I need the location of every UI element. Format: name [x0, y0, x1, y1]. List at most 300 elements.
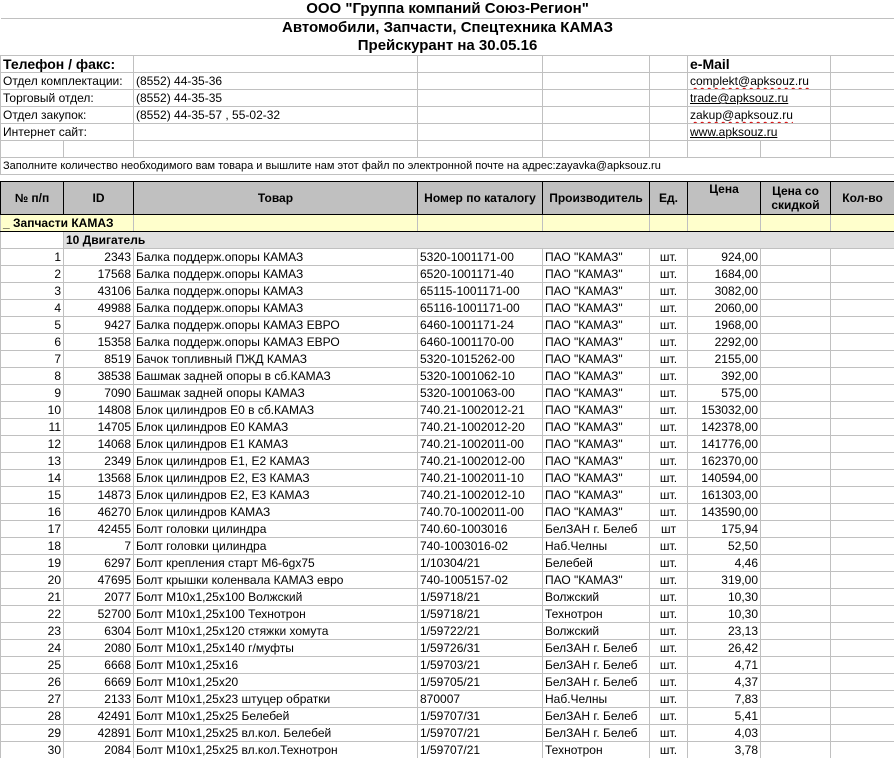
row-price[interactable]: 10,30: [688, 606, 761, 623]
row-maker[interactable]: ПАО "КАМАЗ": [543, 283, 650, 300]
row-num[interactable]: 1: [1, 249, 64, 266]
row-product[interactable]: Болт М10х1,25х100 Технотрон: [134, 606, 418, 623]
row-num[interactable]: 14: [1, 470, 64, 487]
row-price[interactable]: 319,00: [688, 572, 761, 589]
col-discount[interactable]: Цена со скидкой: [761, 182, 831, 215]
row-qty[interactable]: [831, 589, 894, 606]
row-discount[interactable]: [761, 402, 831, 419]
row-id[interactable]: 49988: [64, 300, 134, 317]
row-num[interactable]: 29: [1, 725, 64, 742]
row-maker[interactable]: ПАО "КАМАЗ": [543, 317, 650, 334]
table-row[interactable]: [1, 300, 894, 317]
row-maker[interactable]: ПАО "КАМАЗ": [543, 334, 650, 351]
table-row[interactable]: [1, 657, 894, 674]
row-id[interactable]: 14705: [64, 419, 134, 436]
row-discount[interactable]: [761, 538, 831, 555]
row-qty[interactable]: [831, 300, 894, 317]
row-qty[interactable]: [831, 742, 894, 758]
row-discount[interactable]: [761, 487, 831, 504]
row-unit[interactable]: шт.: [650, 385, 688, 402]
row-discount[interactable]: [761, 521, 831, 538]
row-num[interactable]: 3: [1, 283, 64, 300]
row-qty[interactable]: [831, 334, 894, 351]
row-qty[interactable]: [831, 419, 894, 436]
row-discount[interactable]: [761, 555, 831, 572]
row-id[interactable]: 2133: [64, 691, 134, 708]
table-row[interactable]: [1, 453, 894, 470]
table-row[interactable]: [1, 742, 894, 758]
row-qty[interactable]: [831, 368, 894, 385]
row-catalog[interactable]: 1/59726/31: [418, 640, 543, 657]
row-qty[interactable]: [831, 283, 894, 300]
row-id[interactable]: 42491: [64, 708, 134, 725]
table-row[interactable]: [1, 470, 894, 487]
row-id[interactable]: 6304: [64, 623, 134, 640]
row-product[interactable]: Башмак задней опоры в сб.КАМАЗ: [134, 368, 418, 385]
row-qty[interactable]: [831, 555, 894, 572]
row-num[interactable]: 22: [1, 606, 64, 623]
row-discount[interactable]: [761, 674, 831, 691]
row-unit[interactable]: шт.: [650, 742, 688, 758]
row-unit[interactable]: шт.: [650, 249, 688, 266]
row-id[interactable]: 46270: [64, 504, 134, 521]
row-maker[interactable]: Волжский: [543, 623, 650, 640]
row-product[interactable]: Болт М10х1,25х25 Белебей: [134, 708, 418, 725]
row-product[interactable]: Блок цилиндров КАМАЗ: [134, 504, 418, 521]
row-maker[interactable]: ПАО "КАМАЗ": [543, 266, 650, 283]
row-price[interactable]: 924,00: [688, 249, 761, 266]
row-id[interactable]: 8519: [64, 351, 134, 368]
row-catalog[interactable]: 740.21-1002011-00: [418, 436, 543, 453]
row-price[interactable]: 26,42: [688, 640, 761, 657]
row-unit[interactable]: шт.: [650, 572, 688, 589]
row-maker[interactable]: Технотрон: [543, 606, 650, 623]
row-product[interactable]: Болт М10х1,25х100 Волжский: [134, 589, 418, 606]
row-maker[interactable]: Наб.Челны: [543, 538, 650, 555]
row-product[interactable]: Балка поддерж.опоры КАМАЗ: [134, 266, 418, 283]
row-id[interactable]: 38538: [64, 368, 134, 385]
row-catalog[interactable]: 740.70-1002011-00: [418, 504, 543, 521]
row-qty[interactable]: [831, 351, 894, 368]
row-maker[interactable]: БелЗАН г. Белеб: [543, 640, 650, 657]
row-discount[interactable]: [761, 368, 831, 385]
row-catalog[interactable]: 740.21-1002012-20: [418, 419, 543, 436]
row-unit[interactable]: шт.: [650, 402, 688, 419]
row-num[interactable]: 18: [1, 538, 64, 555]
row-qty[interactable]: [831, 606, 894, 623]
row-unit[interactable]: шт.: [650, 453, 688, 470]
row-product[interactable]: Блок цилиндров Е1 КАМАЗ: [134, 436, 418, 453]
row-qty[interactable]: [831, 504, 894, 521]
row-id[interactable]: 6668: [64, 657, 134, 674]
row-discount[interactable]: [761, 385, 831, 402]
row-price[interactable]: 392,00: [688, 368, 761, 385]
row-price[interactable]: 4,71: [688, 657, 761, 674]
table-row[interactable]: [1, 589, 894, 606]
row-id[interactable]: 14873: [64, 487, 134, 504]
row-catalog[interactable]: 740.21-1002012-21: [418, 402, 543, 419]
row-maker[interactable]: ПАО "КАМАЗ": [543, 453, 650, 470]
row-discount[interactable]: [761, 249, 831, 266]
table-row[interactable]: [1, 521, 894, 538]
row-num[interactable]: 19: [1, 555, 64, 572]
row-product[interactable]: Блок цилиндров Е0 в сб.КАМАЗ: [134, 402, 418, 419]
row-id[interactable]: 15358: [64, 334, 134, 351]
row-price[interactable]: 2155,00: [688, 351, 761, 368]
row-discount[interactable]: [761, 691, 831, 708]
row-unit[interactable]: шт.: [650, 300, 688, 317]
row-catalog[interactable]: 5320-1001062-10: [418, 368, 543, 385]
row-unit[interactable]: шт.: [650, 351, 688, 368]
row-discount[interactable]: [761, 334, 831, 351]
row-unit[interactable]: шт.: [650, 317, 688, 334]
row-discount[interactable]: [761, 504, 831, 521]
row-catalog[interactable]: 6460-1001170-00: [418, 334, 543, 351]
row-qty[interactable]: [831, 657, 894, 674]
row-price[interactable]: 5,41: [688, 708, 761, 725]
row-discount[interactable]: [761, 300, 831, 317]
row-num[interactable]: 4: [1, 300, 64, 317]
row-product[interactable]: Болт головки цилиндра: [134, 538, 418, 555]
table-row[interactable]: [1, 334, 894, 351]
row-maker[interactable]: ПАО "КАМАЗ": [543, 351, 650, 368]
row-discount[interactable]: [761, 283, 831, 300]
row-unit[interactable]: шт.: [650, 555, 688, 572]
row-num[interactable]: 7: [1, 351, 64, 368]
row-catalog[interactable]: 1/59705/21: [418, 674, 543, 691]
row-maker[interactable]: ПАО "КАМАЗ": [543, 572, 650, 589]
row-catalog[interactable]: 740.21-1002012-00: [418, 453, 543, 470]
row-discount[interactable]: [761, 470, 831, 487]
row-qty[interactable]: [831, 708, 894, 725]
row-qty[interactable]: [831, 623, 894, 640]
table-row[interactable]: [1, 674, 894, 691]
row-price[interactable]: 52,50: [688, 538, 761, 555]
row-product[interactable]: Блок цилиндров Е1, Е2 КАМАЗ: [134, 453, 418, 470]
row-num[interactable]: 11: [1, 419, 64, 436]
row-num[interactable]: 25: [1, 657, 64, 674]
row-unit[interactable]: шт.: [650, 708, 688, 725]
row-qty[interactable]: [831, 436, 894, 453]
table-row[interactable]: [1, 555, 894, 572]
table-row[interactable]: [1, 538, 894, 555]
col-product[interactable]: Товар: [134, 182, 418, 215]
row-product[interactable]: Балка поддерж.опоры КАМАЗ: [134, 300, 418, 317]
row-price[interactable]: 141776,00: [688, 436, 761, 453]
row-qty[interactable]: [831, 691, 894, 708]
row-price[interactable]: 4,46: [688, 555, 761, 572]
row-discount[interactable]: [761, 623, 831, 640]
row-maker[interactable]: БелЗАН г. Белеб: [543, 521, 650, 538]
row-price[interactable]: 143590,00: [688, 504, 761, 521]
row-id[interactable]: 17568: [64, 266, 134, 283]
row-maker[interactable]: Волжский: [543, 589, 650, 606]
row-catalog[interactable]: 740-1003016-02: [418, 538, 543, 555]
row-unit[interactable]: шт.: [650, 538, 688, 555]
row-id[interactable]: 2349: [64, 453, 134, 470]
row-discount[interactable]: [761, 589, 831, 606]
row-qty[interactable]: [831, 572, 894, 589]
row-num[interactable]: 10: [1, 402, 64, 419]
row-maker[interactable]: Технотрон: [543, 742, 650, 758]
col-maker[interactable]: Производитель: [543, 182, 650, 215]
row-qty[interactable]: [831, 487, 894, 504]
table-row[interactable]: [1, 351, 894, 368]
table-row[interactable]: [1, 708, 894, 725]
table-row[interactable]: [1, 402, 894, 419]
row-price[interactable]: 4,03: [688, 725, 761, 742]
table-row[interactable]: [1, 725, 894, 742]
row-num[interactable]: 5: [1, 317, 64, 334]
row-maker[interactable]: Наб.Челны: [543, 691, 650, 708]
row-catalog[interactable]: 1/59707/31: [418, 708, 543, 725]
table-row[interactable]: [1, 606, 894, 623]
row-catalog[interactable]: 5320-1001171-00: [418, 249, 543, 266]
row-id[interactable]: 2343: [64, 249, 134, 266]
row-price[interactable]: 3082,00: [688, 283, 761, 300]
row-price[interactable]: 140594,00: [688, 470, 761, 487]
table-row[interactable]: [1, 249, 894, 266]
row-product[interactable]: Болт М10х1,25х120 стяжки хомута: [134, 623, 418, 640]
website-link[interactable]: www.apksouz.ru: [688, 124, 831, 141]
row-product[interactable]: Балка поддерж.опоры КАМАЗ ЕВРО: [134, 317, 418, 334]
row-unit[interactable]: шт: [650, 521, 688, 538]
row-qty[interactable]: [831, 385, 894, 402]
row-maker[interactable]: ПАО "КАМАЗ": [543, 504, 650, 521]
row-catalog[interactable]: 1/59703/21: [418, 657, 543, 674]
table-row[interactable]: [1, 640, 894, 657]
row-product[interactable]: Болт М10х1,25х16: [134, 657, 418, 674]
row-discount[interactable]: [761, 453, 831, 470]
row-unit[interactable]: шт.: [650, 419, 688, 436]
row-id[interactable]: 43106: [64, 283, 134, 300]
row-catalog[interactable]: 1/59718/21: [418, 606, 543, 623]
row-catalog[interactable]: 65115-1001171-00: [418, 283, 543, 300]
row-qty[interactable]: [831, 249, 894, 266]
row-maker[interactable]: ПАО "КАМАЗ": [543, 419, 650, 436]
row-price[interactable]: 2292,00: [688, 334, 761, 351]
row-unit[interactable]: шт.: [650, 283, 688, 300]
table-row[interactable]: [1, 283, 894, 300]
row-qty[interactable]: [831, 725, 894, 742]
contact-email[interactable]: trade@apksouz.ru: [688, 90, 831, 107]
row-unit[interactable]: шт.: [650, 657, 688, 674]
row-num[interactable]: 12: [1, 436, 64, 453]
row-price[interactable]: 153032,00: [688, 402, 761, 419]
row-catalog[interactable]: 1/59722/21: [418, 623, 543, 640]
row-num[interactable]: 30: [1, 742, 64, 758]
row-num[interactable]: 28: [1, 708, 64, 725]
row-num[interactable]: 23: [1, 623, 64, 640]
row-num[interactable]: 8: [1, 368, 64, 385]
row-maker[interactable]: БелЗАН г. Белеб: [543, 657, 650, 674]
row-maker[interactable]: ПАО "КАМАЗ": [543, 402, 650, 419]
row-catalog[interactable]: 1/59718/21: [418, 589, 543, 606]
row-catalog[interactable]: 6520-1001171-40: [418, 266, 543, 283]
contact-email[interactable]: zakup@apksouz.ru: [688, 107, 831, 124]
row-qty[interactable]: [831, 674, 894, 691]
col-price[interactable]: Цена: [688, 182, 761, 215]
row-product[interactable]: Болт М10х1,25х25 вл.кол.Технотрон: [134, 742, 418, 758]
row-catalog[interactable]: 1/10304/21: [418, 555, 543, 572]
row-maker[interactable]: БелЗАН г. Белеб: [543, 725, 650, 742]
row-catalog[interactable]: 5320-1015262-00: [418, 351, 543, 368]
row-discount[interactable]: [761, 742, 831, 758]
row-price[interactable]: 1968,00: [688, 317, 761, 334]
row-id[interactable]: 14808: [64, 402, 134, 419]
row-qty[interactable]: [831, 402, 894, 419]
row-id[interactable]: 14068: [64, 436, 134, 453]
col-id[interactable]: ID: [64, 182, 134, 215]
row-product[interactable]: Блок цилиндров Е2, Е3 КАМАЗ: [134, 470, 418, 487]
col-unit[interactable]: Ед.: [650, 182, 688, 215]
row-num[interactable]: 6: [1, 334, 64, 351]
row-product[interactable]: Болт М10х1,25х25 вл.кол. Белебей: [134, 725, 418, 742]
row-catalog[interactable]: 1/59707/21: [418, 725, 543, 742]
row-maker[interactable]: ПАО "КАМАЗ": [543, 368, 650, 385]
row-num[interactable]: 15: [1, 487, 64, 504]
row-price[interactable]: 7,83: [688, 691, 761, 708]
row-discount[interactable]: [761, 640, 831, 657]
row-id[interactable]: 2080: [64, 640, 134, 657]
row-unit[interactable]: шт.: [650, 470, 688, 487]
row-price[interactable]: 1684,00: [688, 266, 761, 283]
row-discount[interactable]: [761, 266, 831, 283]
row-catalog[interactable]: 65116-1001171-00: [418, 300, 543, 317]
row-price[interactable]: 575,00: [688, 385, 761, 402]
row-num[interactable]: 2: [1, 266, 64, 283]
row-maker[interactable]: ПАО "КАМАЗ": [543, 470, 650, 487]
row-discount[interactable]: [761, 657, 831, 674]
table-row[interactable]: [1, 572, 894, 589]
row-unit[interactable]: шт.: [650, 266, 688, 283]
table-row[interactable]: [1, 419, 894, 436]
row-qty[interactable]: [831, 538, 894, 555]
row-unit[interactable]: шт.: [650, 640, 688, 657]
row-num[interactable]: 20: [1, 572, 64, 589]
row-id[interactable]: 7090: [64, 385, 134, 402]
row-id[interactable]: 42891: [64, 725, 134, 742]
row-maker[interactable]: Белебей: [543, 555, 650, 572]
row-id[interactable]: 6297: [64, 555, 134, 572]
table-row[interactable]: [1, 385, 894, 402]
row-price[interactable]: 142378,00: [688, 419, 761, 436]
row-num[interactable]: 13: [1, 453, 64, 470]
row-num[interactable]: 27: [1, 691, 64, 708]
table-row[interactable]: [1, 368, 894, 385]
row-product[interactable]: Болт крепления старт М6-6gх75: [134, 555, 418, 572]
row-price[interactable]: 162370,00: [688, 453, 761, 470]
col-qty[interactable]: Кол-во: [831, 182, 894, 215]
table-row[interactable]: [1, 436, 894, 453]
contact-email[interactable]: complekt@apksouz.ru: [688, 73, 831, 90]
col-num[interactable]: № п/п: [1, 182, 64, 215]
row-discount[interactable]: [761, 725, 831, 742]
row-price[interactable]: 2060,00: [688, 300, 761, 317]
row-qty[interactable]: [831, 266, 894, 283]
row-num[interactable]: 16: [1, 504, 64, 521]
row-price[interactable]: 3,78: [688, 742, 761, 758]
row-catalog[interactable]: 5320-1001063-00: [418, 385, 543, 402]
row-catalog[interactable]: 1/59707/21: [418, 742, 543, 758]
row-unit[interactable]: шт.: [650, 436, 688, 453]
row-price[interactable]: 4,37: [688, 674, 761, 691]
row-qty[interactable]: [831, 470, 894, 487]
row-maker[interactable]: ПАО "КАМАЗ": [543, 300, 650, 317]
row-catalog[interactable]: 740.60-1003016: [418, 521, 543, 538]
row-qty[interactable]: [831, 521, 894, 538]
row-product[interactable]: Балка поддерж.опоры КАМАЗ: [134, 283, 418, 300]
row-qty[interactable]: [831, 640, 894, 657]
row-qty[interactable]: [831, 453, 894, 470]
row-discount[interactable]: [761, 572, 831, 589]
row-id[interactable]: 2084: [64, 742, 134, 758]
row-id[interactable]: 7: [64, 538, 134, 555]
row-catalog[interactable]: 740.21-1002012-10: [418, 487, 543, 504]
row-id[interactable]: 2077: [64, 589, 134, 606]
row-unit[interactable]: шт.: [650, 674, 688, 691]
col-catalog[interactable]: Номер по каталогу: [418, 182, 543, 215]
row-maker[interactable]: ПАО "КАМАЗ": [543, 487, 650, 504]
row-discount[interactable]: [761, 317, 831, 334]
row-unit[interactable]: шт.: [650, 725, 688, 742]
row-catalog[interactable]: 740-1005157-02: [418, 572, 543, 589]
row-num[interactable]: 17: [1, 521, 64, 538]
row-id[interactable]: 13568: [64, 470, 134, 487]
table-row[interactable]: [1, 691, 894, 708]
row-product[interactable]: Болт крышки коленвала КАМАЗ евро: [134, 572, 418, 589]
row-num[interactable]: 26: [1, 674, 64, 691]
row-product[interactable]: Болт М10х1,25х20: [134, 674, 418, 691]
row-discount[interactable]: [761, 351, 831, 368]
row-product[interactable]: Бачок топливный ПЖД КАМАЗ: [134, 351, 418, 368]
row-discount[interactable]: [761, 708, 831, 725]
row-num[interactable]: 9: [1, 385, 64, 402]
row-unit[interactable]: шт.: [650, 334, 688, 351]
row-id[interactable]: 47695: [64, 572, 134, 589]
row-product[interactable]: Блок цилиндров Е0 КАМАЗ: [134, 419, 418, 436]
row-maker[interactable]: ПАО "КАМАЗ": [543, 385, 650, 402]
row-unit[interactable]: шт.: [650, 606, 688, 623]
row-discount[interactable]: [761, 606, 831, 623]
row-maker[interactable]: ПАО "КАМАЗ": [543, 249, 650, 266]
row-catalog[interactable]: 740.21-1002011-10: [418, 470, 543, 487]
row-id[interactable]: 52700: [64, 606, 134, 623]
row-product[interactable]: Балка поддерж.опоры КАМАЗ: [134, 249, 418, 266]
row-num[interactable]: 21: [1, 589, 64, 606]
row-unit[interactable]: шт.: [650, 368, 688, 385]
table-row[interactable]: [1, 487, 894, 504]
row-id[interactable]: 6669: [64, 674, 134, 691]
row-unit[interactable]: шт.: [650, 623, 688, 640]
row-price[interactable]: 23,13: [688, 623, 761, 640]
row-unit[interactable]: шт.: [650, 487, 688, 504]
row-maker[interactable]: БелЗАН г. Белеб: [543, 708, 650, 725]
row-price[interactable]: 161303,00: [688, 487, 761, 504]
row-product[interactable]: Болт М10х1,25х140 г/муфты: [134, 640, 418, 657]
table-row[interactable]: [1, 266, 894, 283]
row-discount[interactable]: [761, 436, 831, 453]
row-maker[interactable]: БелЗАН г. Белеб: [543, 674, 650, 691]
row-product[interactable]: Болт М10х1,25х23 штуцер обратки: [134, 691, 418, 708]
table-row[interactable]: [1, 504, 894, 521]
table-row[interactable]: [1, 317, 894, 334]
row-product[interactable]: Башмак задней опоры КАМАЗ: [134, 385, 418, 402]
row-unit[interactable]: шт.: [650, 504, 688, 521]
row-num[interactable]: 24: [1, 640, 64, 657]
row-price[interactable]: 10,30: [688, 589, 761, 606]
row-price[interactable]: 175,94: [688, 521, 761, 538]
